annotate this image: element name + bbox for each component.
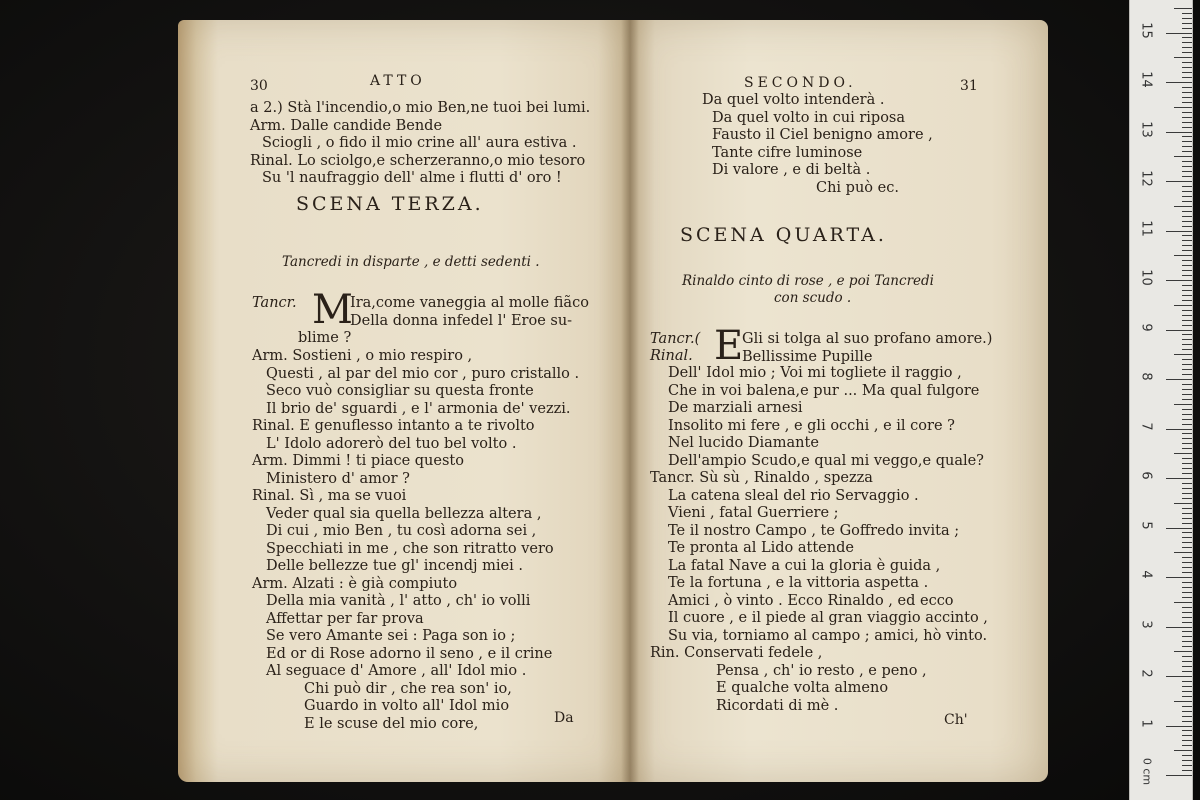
ruler-tick (1182, 483, 1192, 484)
ruler-tick (1182, 112, 1192, 113)
ruler-tick (1182, 656, 1192, 657)
ruler-tick (1182, 508, 1192, 509)
text-line: Delle bellezze tue gl' incendj miei . (266, 558, 523, 574)
ruler-tick (1182, 394, 1192, 395)
ruler-tick (1182, 92, 1192, 93)
text-line: La fatal Nave a cui la gloria è guida , (668, 557, 941, 574)
ruler-tick (1182, 468, 1192, 469)
ruler-tick (1182, 23, 1192, 24)
drop-cap-left: M (312, 287, 353, 333)
ruler-number: 15 (1138, 21, 1154, 39)
ruler-tick (1182, 691, 1192, 692)
ruler-tick (1174, 354, 1192, 355)
text-line: Ministero d' amor ? (266, 470, 410, 487)
ruler-tick (1182, 18, 1192, 19)
ruler-tick (1182, 320, 1192, 321)
text-line: Ira,come vaneggia al molle fiãco (350, 295, 589, 311)
text-line: Arm. Sostieni , o mio respiro , (252, 348, 473, 364)
ruler-tick (1182, 97, 1192, 98)
ruler-tick (1182, 399, 1192, 400)
ruler-tick (1182, 424, 1192, 425)
speaker-label: Tancr. (252, 295, 297, 311)
speaker-label-tancr: Tancr.( (650, 331, 701, 347)
text-line: E le scuse del mio core, (304, 715, 479, 732)
text-line: Bellissime Pupille (742, 348, 873, 365)
page-number-left: 30 (250, 78, 268, 94)
ruler-tick (1182, 523, 1192, 524)
ruler-tick (1174, 107, 1192, 108)
ruler-tick (1182, 28, 1192, 29)
ruler-number: 11 (1138, 219, 1154, 237)
ruler-tick (1182, 518, 1192, 519)
ruler-tick (1182, 532, 1192, 533)
ruler-tick (1182, 463, 1192, 464)
open-book (178, 20, 1058, 786)
ruler-tick (1182, 77, 1192, 78)
ruler-tick (1182, 141, 1192, 142)
ruler-tick (1182, 636, 1192, 637)
ruler-tick (1182, 735, 1192, 736)
text-line: Rin. Conservati fedele , (650, 645, 823, 661)
ruler-tick (1182, 562, 1192, 563)
ruler-tick (1182, 201, 1192, 202)
ruler-tick (1182, 270, 1192, 271)
text-line: Se vero Amante sei : Paga son io ; (266, 628, 516, 644)
ruler-tick (1182, 617, 1192, 618)
ruler-tick (1182, 72, 1192, 73)
ruler-tick (1166, 429, 1192, 430)
ruler-tick (1182, 122, 1192, 123)
ruler-tick (1182, 151, 1192, 152)
ruler-tick (1182, 745, 1192, 746)
right-page (630, 20, 1048, 782)
ruler-tick (1174, 206, 1192, 207)
text-line: Rinal. E genuflesso intanto a te rivolto (252, 418, 535, 434)
ruler-number: 6 (1138, 471, 1154, 480)
ruler-tick (1182, 260, 1192, 261)
ruler-tick (1182, 582, 1192, 583)
ruler-tick (1182, 587, 1192, 588)
ruler-tick (1166, 280, 1192, 281)
ruler-tick (1174, 305, 1192, 306)
text-line: Da quel volto in cui riposa (712, 109, 906, 126)
text-line: Questi , al par del mio cor , puro cristallo . (266, 365, 580, 382)
ruler-tick (1166, 676, 1192, 677)
text-line: Il cuore , e il piede al gran viaggio accinto , (668, 610, 988, 626)
text-line: Insolito mi fere , e gli occhi , e il core ? (668, 417, 955, 434)
ruler-tick (1166, 181, 1192, 182)
ruler-tick (1174, 404, 1192, 405)
text-line: a 2.) Stà l'incendio,o mio Ben,ne tuoi bei lumi. (250, 100, 591, 116)
ruler-number: 7 (1138, 421, 1154, 431)
running-head-left: ATTO (370, 73, 426, 89)
text-line: Tante cifre luminose (712, 144, 863, 161)
ruler-tick (1182, 706, 1192, 707)
ruler-tick (1182, 597, 1192, 598)
ruler-tick (1182, 493, 1192, 494)
ruler-tick (1182, 730, 1192, 731)
ruler-tick (1182, 592, 1192, 593)
ruler-tick (1182, 67, 1192, 68)
ruler-tick (1182, 473, 1192, 474)
ruler-tick (1174, 8, 1192, 9)
ruler-tick (1182, 681, 1192, 682)
text-line: Veder qual sia quella bellezza altera , (266, 505, 542, 522)
speaker-label-rinal: Rinal. (650, 348, 693, 364)
ruler-tick (1182, 42, 1192, 43)
ruler-tick (1182, 443, 1192, 444)
ruler-tick (1182, 315, 1192, 316)
ruler-number: 10 (1138, 269, 1154, 286)
ruler-tick (1182, 384, 1192, 385)
stage-direction-left: Tancredi in disparte , e detti sedenti . (282, 254, 540, 270)
ruler-number: 0 cm (1140, 757, 1154, 786)
ruler-tick (1182, 409, 1192, 410)
ruler-tick (1182, 186, 1192, 187)
ruler-tick (1174, 651, 1192, 652)
text-line: Rinal. Sì , ma se vuoi (252, 488, 407, 504)
text-line: Seco vuò consigliar su questa fronte (266, 383, 534, 399)
measuring-ruler (1129, 0, 1193, 800)
ruler-tick (1174, 602, 1192, 603)
ruler-number: 4 (1138, 570, 1154, 579)
ruler-tick (1182, 344, 1192, 345)
text-line: Al seguace d' Amore , all' Idol mio . (266, 663, 527, 679)
ruler-tick (1182, 572, 1192, 573)
ruler-tick (1182, 117, 1192, 118)
ruler-tick (1182, 191, 1192, 192)
ruler-tick (1166, 231, 1192, 232)
ruler-tick (1166, 379, 1192, 380)
ruler-tick (1166, 132, 1192, 133)
text-line: Dell' Idol mio ; Voi mi togliete il raggio , (668, 365, 962, 381)
text-line: blime ? (298, 330, 352, 346)
ruler-tick (1182, 740, 1192, 741)
ruler-tick (1182, 161, 1192, 162)
ruler-tick (1182, 359, 1192, 360)
text-line: Su via, torniamo al campo ; amici, hò vinto. (668, 627, 988, 644)
ruler-tick (1182, 226, 1192, 227)
ruler-tick (1182, 245, 1192, 246)
text-line: L' Idolo adorerò del tuo bel volto . (266, 435, 517, 452)
ruler-tick (1166, 82, 1192, 83)
ruler-tick (1182, 542, 1192, 543)
ruler-number: 3 (1138, 619, 1154, 629)
ruler-number: 8 (1138, 372, 1154, 381)
stage-direction-right-2: con scudo . (774, 290, 852, 306)
ruler-tick (1182, 127, 1192, 128)
ruler-tick (1182, 612, 1192, 613)
text-line: Chi può ec. (816, 179, 899, 196)
text-line: Di valore , e di beltà . (712, 162, 871, 178)
ruler-tick (1182, 438, 1192, 439)
text-line: Guardo in volto all' Idol mio (304, 698, 510, 714)
ruler-tick (1182, 419, 1192, 420)
ruler-tick (1182, 146, 1192, 147)
running-head-right: SECONDO. (744, 75, 857, 91)
text-line: Amici , ò vinto . Ecco Rinaldo , ed ecco (668, 592, 954, 609)
ruler-tick (1166, 627, 1192, 628)
ruler-tick (1174, 57, 1192, 58)
text-line: Della mia vanità , l' atto , ch' io volli (266, 593, 531, 609)
text-line: Tancr. Sù sù , Rinaldo , spezza (650, 470, 873, 486)
text-line: Gli si tolga al suo profano amore.) (742, 331, 993, 347)
ruler-tick (1182, 488, 1192, 489)
ruler-tick (1182, 433, 1192, 434)
ruler-tick (1182, 300, 1192, 301)
ruler-tick (1182, 631, 1192, 632)
text-line: Te pronta al Lido attende (668, 540, 854, 556)
ruler-number: 14 (1138, 71, 1154, 88)
text-line: E qualche volta almeno (716, 680, 889, 696)
ruler-tick (1182, 369, 1192, 370)
text-line: Sciogli , o fido il mio crine all' aura estiva . (262, 135, 577, 151)
ruler-tick (1166, 33, 1192, 34)
ruler-tick (1182, 666, 1192, 667)
ruler-tick (1174, 453, 1192, 454)
ruler-tick (1182, 537, 1192, 538)
ruler-tick (1182, 622, 1192, 623)
text-line: Specchiati in me , che son ritratto vero (266, 540, 554, 557)
ruler-tick (1166, 775, 1192, 776)
text-line: Da quel volto intenderà . (702, 92, 885, 108)
text-line: Su 'l naufraggio dell' alme i flutti d' oro ! (262, 170, 562, 186)
text-line: La catena sleal del rio Servaggio . (668, 487, 919, 504)
text-line: Arm. Dalle candide Bende (250, 117, 443, 134)
book-gutter (621, 20, 639, 782)
ruler-tick (1182, 136, 1192, 137)
text-line: Vieni , fatal Guerriere ; (668, 505, 839, 521)
ruler-tick (1166, 330, 1192, 331)
ruler-tick (1182, 275, 1192, 276)
ruler-tick (1182, 62, 1192, 63)
drop-cap-right: E (714, 323, 744, 369)
left-page (178, 20, 630, 782)
catchword-right: Ch' (944, 712, 968, 728)
ruler-tick (1182, 334, 1192, 335)
ruler-tick (1182, 325, 1192, 326)
ruler-tick (1182, 721, 1192, 722)
ruler-tick (1182, 716, 1192, 717)
ruler-tick (1182, 389, 1192, 390)
ruler-tick (1182, 696, 1192, 697)
ruler-tick (1182, 196, 1192, 197)
ruler-tick (1182, 770, 1192, 771)
ruler-tick (1182, 711, 1192, 712)
scene-title-right: SCENA QUARTA. (680, 224, 887, 246)
ruler-tick (1182, 221, 1192, 222)
text-line: Ricordati di mè . (716, 697, 839, 714)
ruler-tick (1182, 414, 1192, 415)
ruler-tick (1182, 760, 1192, 761)
ruler-tick (1182, 171, 1192, 172)
ruler-tick (1166, 726, 1192, 727)
text-line: Pensa , ch' io resto , e peno , (716, 662, 927, 679)
ruler-tick (1182, 339, 1192, 340)
ruler-tick (1182, 265, 1192, 266)
ruler-tick (1182, 285, 1192, 286)
ruler-tick (1182, 641, 1192, 642)
ruler-tick (1182, 374, 1192, 375)
ruler-tick (1182, 349, 1192, 350)
ruler-number: 5 (1138, 520, 1154, 530)
ruler-number: 1 (1138, 718, 1154, 728)
ruler-tick (1182, 250, 1192, 251)
ruler-tick (1182, 240, 1192, 241)
ruler-tick (1182, 235, 1192, 236)
ruler-tick (1182, 448, 1192, 449)
ruler-tick (1182, 498, 1192, 499)
ruler-tick (1182, 216, 1192, 217)
ruler-tick (1182, 513, 1192, 514)
ruler-tick (1182, 47, 1192, 48)
text-line: De marziali arnesi (668, 400, 803, 416)
ruler-tick (1182, 37, 1192, 38)
ruler-tick (1182, 686, 1192, 687)
ruler-tick (1182, 646, 1192, 647)
ruler-tick (1182, 671, 1192, 672)
ruler-number: 12 (1138, 170, 1154, 187)
ruler-tick (1166, 577, 1192, 578)
text-line: Rinal. Lo sciolgo,e scherzeranno,o mio tesoro (250, 152, 586, 169)
ruler-tick (1174, 156, 1192, 157)
ruler-tick (1182, 557, 1192, 558)
text-line: Il brio de' sguardi , e l' armonia de' vezzi. (266, 400, 571, 417)
ruler-tick (1182, 211, 1192, 212)
ruler-tick (1182, 458, 1192, 459)
ruler-tick (1182, 755, 1192, 756)
ruler-tick (1182, 295, 1192, 296)
ruler-tick (1174, 255, 1192, 256)
ruler-tick (1182, 290, 1192, 291)
text-line: Ed or di Rose adorno il seno , e il crine (266, 645, 553, 662)
ruler-tick (1166, 528, 1192, 529)
ruler-tick (1174, 750, 1192, 751)
text-line: Chi può dir , che rea son' io, (304, 680, 512, 697)
page-number-right: 31 (960, 78, 978, 94)
text-line: Di cui , mio Ben , tu così adorna sei , (266, 523, 537, 539)
scene-title-left: SCENA TERZA. (296, 193, 484, 215)
ruler-tick (1174, 701, 1192, 702)
text-line: Te la fortuna , e la vittoria aspetta . (668, 575, 929, 591)
ruler-tick (1182, 567, 1192, 568)
ruler-tick (1182, 166, 1192, 167)
ruler-tick (1182, 52, 1192, 53)
text-line: Arm. Dimmi ! ti piace questo (252, 453, 464, 469)
ruler-number: 9 (1138, 322, 1154, 332)
text-line: Che in voi balena,e pur ... Ma qual fulgore (668, 382, 980, 399)
ruler-tick (1174, 552, 1192, 553)
ruler-tick (1182, 13, 1192, 14)
ruler-tick (1166, 478, 1192, 479)
stage-direction-right-1: Rinaldo cinto di rose , e poi Tancredi (682, 273, 934, 289)
ruler-tick (1182, 607, 1192, 608)
ruler-number: 2 (1138, 669, 1154, 678)
text-line: Fausto il Ciel benigno amore , (712, 127, 933, 143)
catchword-left: Da (554, 710, 574, 726)
text-line: Affettar per far prova (266, 610, 424, 627)
ruler-tick (1182, 176, 1192, 177)
text-line: Della donna infedel l' Eroe su- (350, 312, 573, 329)
ruler-tick (1182, 661, 1192, 662)
text-line: Nel lucido Diamante (668, 435, 819, 451)
ruler-tick (1182, 102, 1192, 103)
ruler-tick (1174, 503, 1192, 504)
ruler-tick (1182, 87, 1192, 88)
text-line: Arm. Alzati : è già compiuto (252, 575, 458, 592)
ruler-tick (1182, 364, 1192, 365)
ruler-number: 13 (1138, 120, 1154, 138)
ruler-tick (1182, 765, 1192, 766)
ruler-tick (1182, 547, 1192, 548)
text-line: Dell'ampio Scudo,e qual mi veggo,e quale? (668, 452, 984, 469)
ruler-tick (1182, 310, 1192, 311)
text-line: Te il nostro Campo , te Goffredo invita ; (668, 522, 960, 539)
